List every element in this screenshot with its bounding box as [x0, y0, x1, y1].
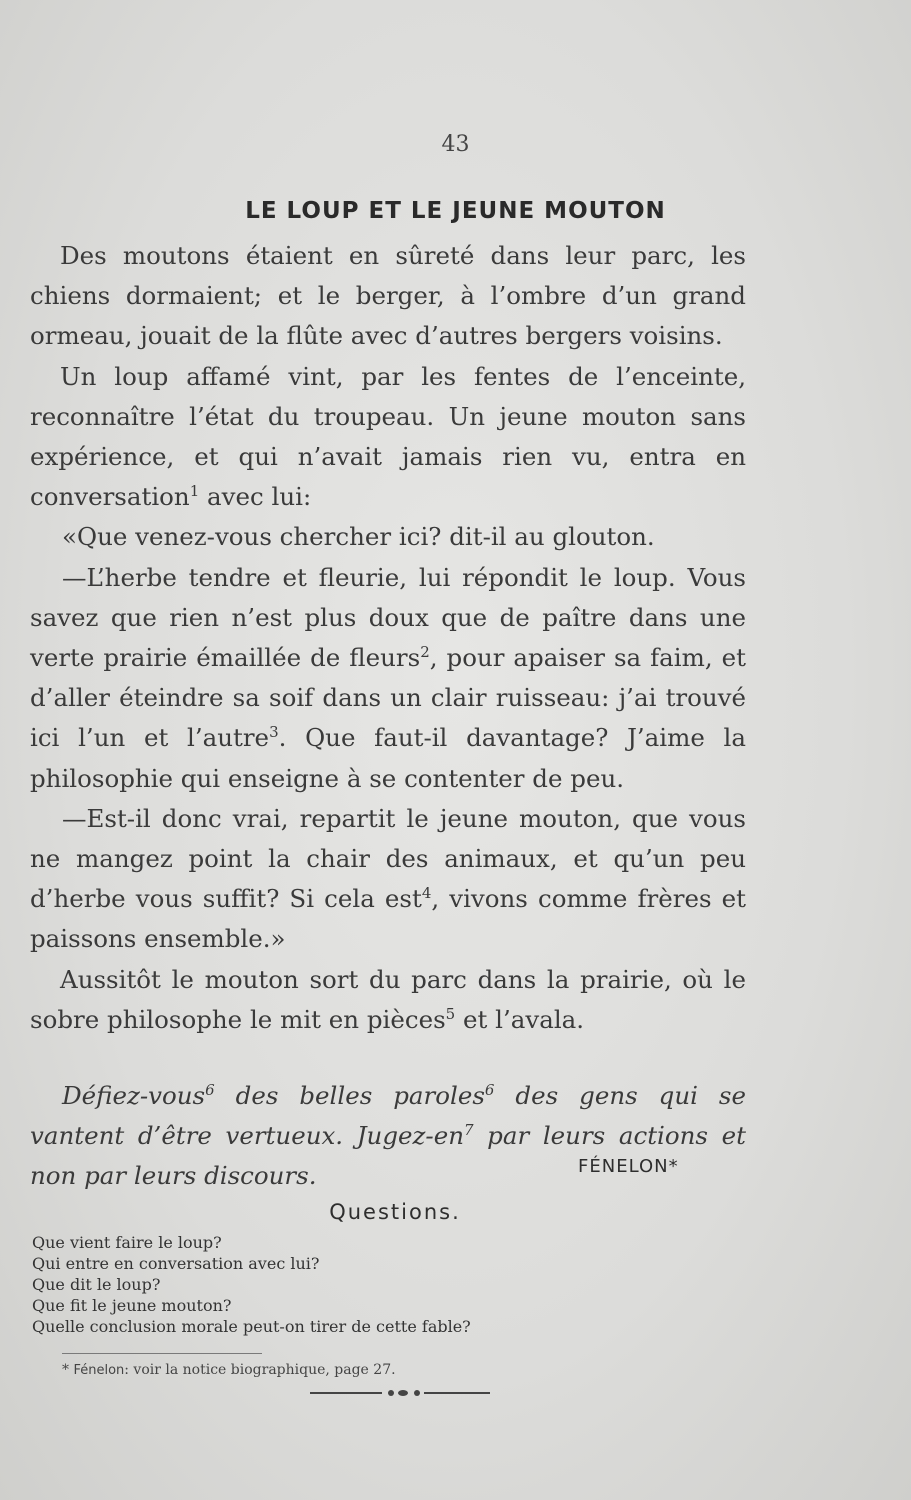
footnote-divider: [62, 1353, 262, 1354]
footnote-ref: 6: [205, 1080, 215, 1099]
paragraph-1: Des moutons étaient en sûreté dans leur parc, les chiens dormaient; et le berger, à l’ombre d’un grand ormeau, jouait de la flûte avec d’autres bergers voisins.: [30, 241, 746, 351]
moral-text: Défiez-vous$^6$ des belles paroles$^6$ des gens qui se vantent d’être vertueux. Jugez-$en^7$ par leurs actions et non par leurs discours.: [30, 1080, 746, 1190]
footnote-ref: 6: [484, 1080, 495, 1099]
question-item: Qui entre en conversation avec lui?: [32, 1254, 320, 1273]
footnote-ref: 2: [420, 642, 430, 661]
footnote-ref: 4: [421, 884, 432, 903]
footnote-ref: 1: [189, 482, 200, 501]
footnote: * Fénelon: voir la notice biographique, page 27.: [62, 1362, 396, 1378]
fable-title: LE LOUP ET LE JEUNE MOUTON: [245, 198, 666, 224]
footnote-ref: 7: [463, 1120, 474, 1139]
question-item: Que fit le jeune mouton?: [32, 1296, 232, 1315]
paragraph-4: —L’herbe tendre et fleurie, lui répondit le loup. Vous savez que rien n’est plus doux que de paître dans une verte prairie émaillée de fleurs$^2$, pour apaiser sa faim, et d’aller éteindre sa soif dans un clair ruisseau: j’ai trouvé ici l’un et l’autre$^3$. Que faut-il davantage? J’aime la philosophie qui enseigne à se contenter de peu.: [30, 562, 746, 793]
footnote-ref: 5: [445, 1004, 456, 1023]
paragraph-6: Aussitôt le mouton sort du parc dans la prairie, où le sobre philosophe le mit en pièces$^5$ et l’avala.: [30, 964, 746, 1034]
footnote-ref: 3: [269, 723, 279, 742]
questions-heading: Questions.: [329, 1200, 461, 1224]
paragraph-3: «Que venez-vous chercher ici? dit-il au glouton.: [62, 522, 655, 552]
author-name: FÉNELON*: [578, 1156, 679, 1177]
fable-body: [30, 236, 746, 1040]
question-item: Que vient faire le loup?: [32, 1233, 222, 1252]
page-number: 43: [441, 132, 470, 157]
question-item: Que dit le loup?: [32, 1275, 161, 1294]
end-ornament: [310, 1388, 490, 1398]
questions-list: [32, 1232, 471, 1337]
paragraph-5: —Est-il donc vrai, repartit le jeune mouton, que vous ne mangez point la chair des animaux, et qu’un peu d’herbe vous suffit? Si cela est$^4$, vivons comme frères et paissons ensemble.»: [30, 803, 746, 954]
question-item: Quelle conclusion morale peut-on tirer de cette fable?: [32, 1317, 471, 1336]
paragraph-2: Un loup affamé vint, par les fentes de l’enceinte, reconnaître l’état du troupeau. Un jeune mouton sans expérience, et qui n’avait jamais rien vu, entra en conversation$^1$ avec lui:: [30, 361, 746, 512]
